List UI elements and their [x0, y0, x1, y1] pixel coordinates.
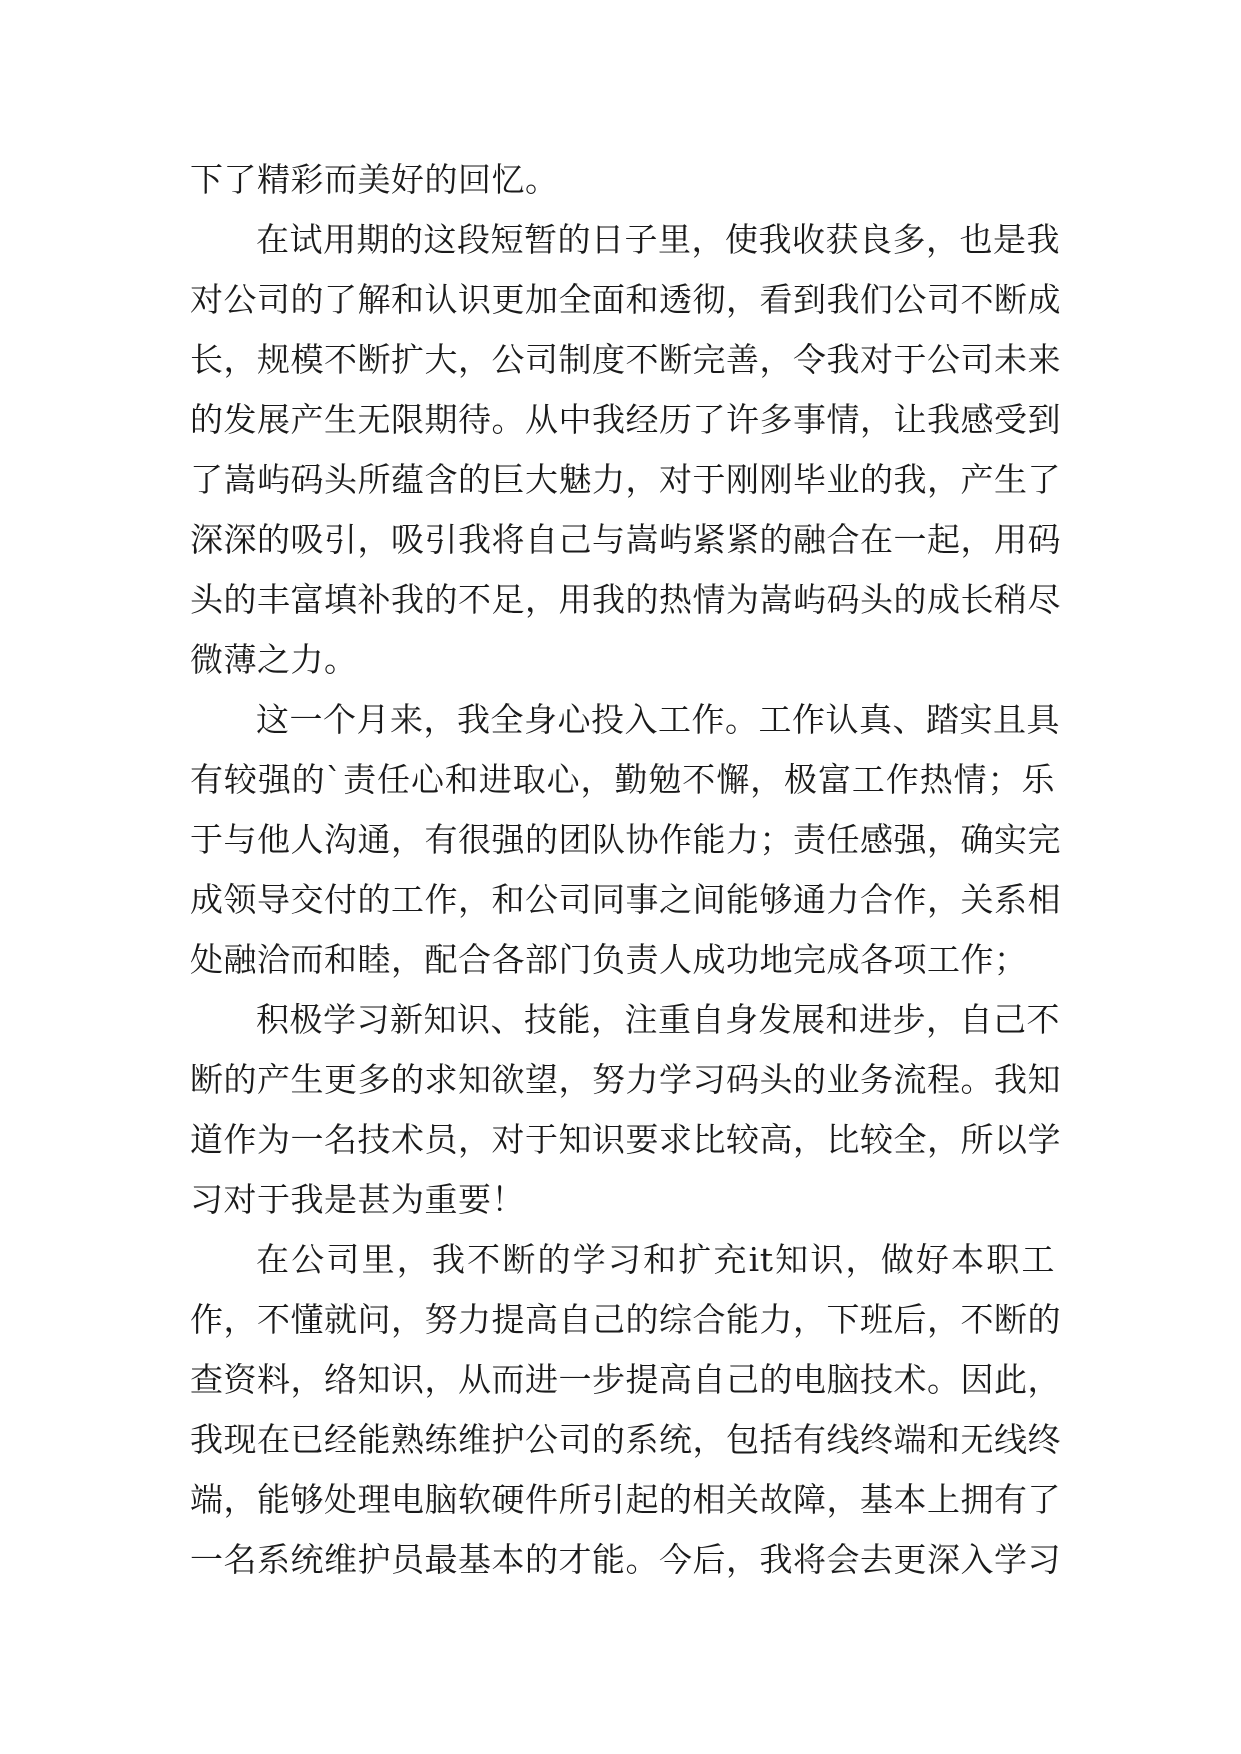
- text-line: 于与他人沟通，有很强的团队协作能力；责任感强，确实完: [190, 820, 1061, 859]
- text-line: 成领导交付的工作，和公司同事之间能够通力合作，关系相: [190, 880, 1061, 919]
- text-line: 端，能够处理电脑软硬件所引起的相关故障，基本上拥有了: [190, 1480, 1061, 1519]
- text-line: 深深的吸引，吸引我将自己与嵩屿紧紧的融合在一起，用码: [190, 520, 1061, 559]
- paragraph-first-line: 在公司里，我不断的学习和扩充it知识，做好本职工: [256, 1240, 1055, 1279]
- text-line: 处融洽而和睦，配合各部门负责人成功地完成各项工作；: [190, 940, 1028, 979]
- paragraph-first-line: 在试用期的这段短暂的日子里，使我收获良多，也是我: [256, 220, 1060, 259]
- text-line: 有较强的`责任心和进取心，勤勉不懈，极富工作热情；乐: [190, 760, 1055, 799]
- paragraph-first-line: 这一个月来，我全身心投入工作。工作认真、踏实且具: [256, 700, 1060, 739]
- text-line: 的发展产生无限期待。从中我经历了许多事情，让我感受到: [190, 400, 1061, 439]
- text-line: 习对于我是甚为重要！: [190, 1180, 525, 1219]
- text-line: 下了精彩而美好的回忆。: [190, 160, 559, 199]
- paragraph-first-line: 积极学习新知识、技能，注重自身发展和进步，自己不: [256, 1000, 1060, 1039]
- text-line: 一名系统维护员最基本的才能。今后，我将会去更深入学习: [190, 1540, 1061, 1579]
- text-line: 了嵩屿码头所蕴含的巨大魅力，对于刚刚毕业的我，产生了: [190, 460, 1061, 499]
- text-line: 道作为一名技术员，对于知识要求比较高，比较全，所以学: [190, 1120, 1061, 1159]
- text-line: 断的产生更多的求知欲望，努力学习码头的业务流程。我知: [190, 1060, 1061, 1099]
- text-line: 长，规模不断扩大，公司制度不断完善，令我对于公司未来: [190, 340, 1061, 379]
- text-line: 头的丰富填补我的不足，用我的热情为嵩屿码头的成长稍尽: [190, 580, 1061, 619]
- text-line: 作，不懂就问，努力提高自己的综合能力，下班后，不断的: [190, 1300, 1061, 1339]
- text-line: 我现在已经能熟练维护公司的系统，包括有线终端和无线终: [190, 1420, 1061, 1459]
- body-text: [190, 150, 1061, 1590]
- text-line: 微薄之力。: [190, 640, 358, 679]
- text-line: 查资料，络知识，从而进一步提高自己的电脑技术。因此，: [190, 1360, 1061, 1399]
- text-line: 对公司的了解和认识更加全面和透彻，看到我们公司不断成: [190, 280, 1061, 319]
